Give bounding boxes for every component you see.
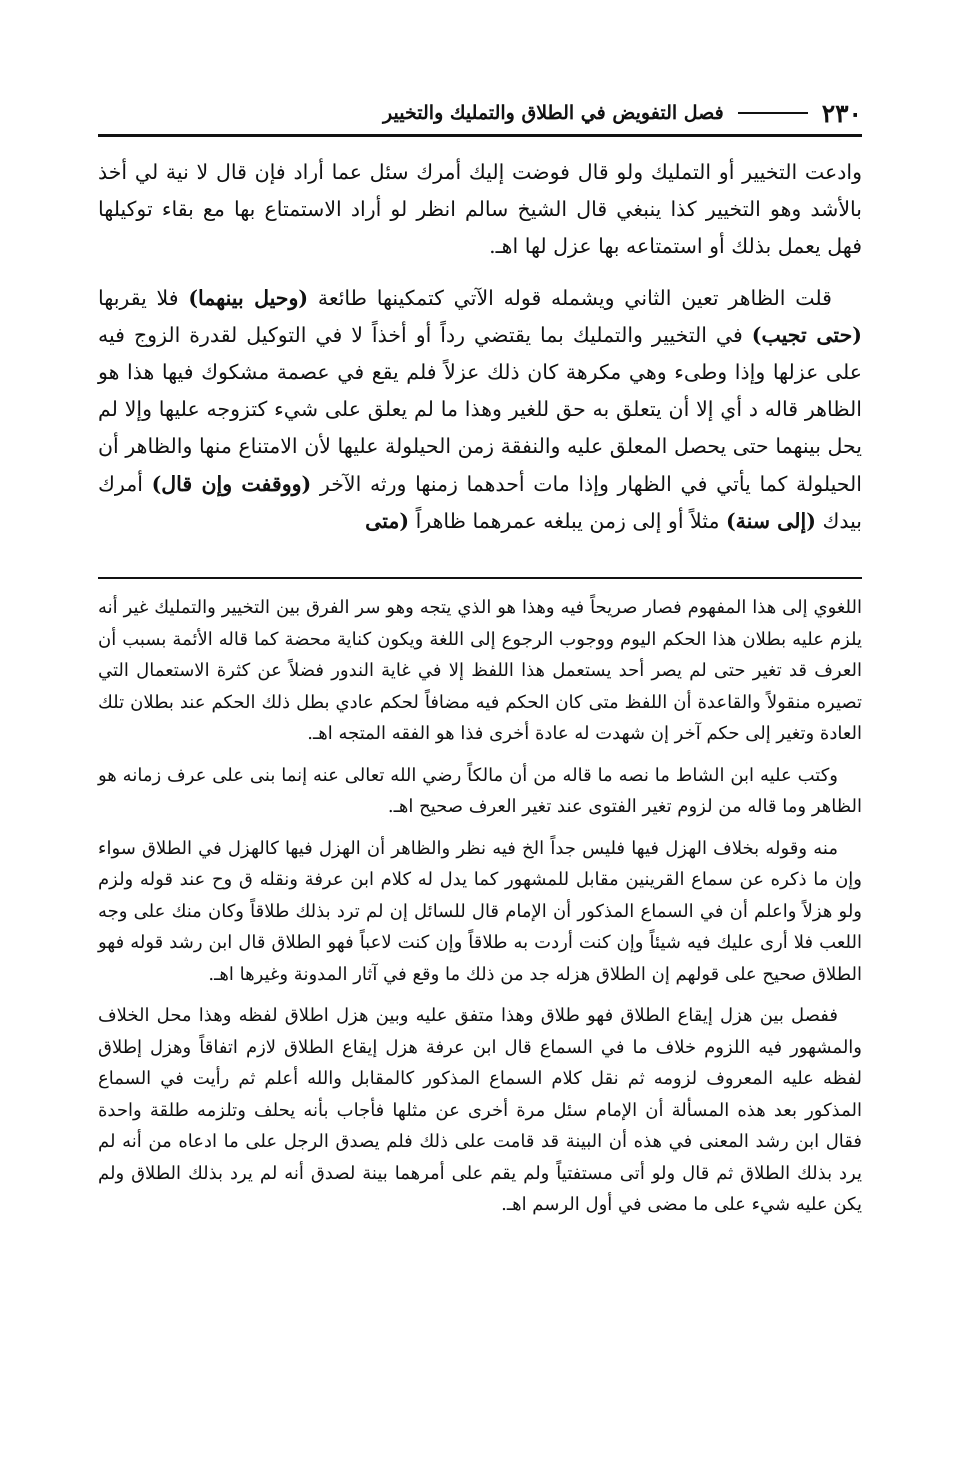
matn-quote: (إلى سنة): [725, 508, 816, 533]
main-paragraph-2: [98, 280, 862, 540]
matn-quote: (متى: [365, 508, 410, 533]
page-header: [98, 92, 862, 134]
running-title: فصل التفويض في الطلاق والتمليك والتخيير: [383, 102, 724, 124]
header-line: [738, 112, 808, 114]
text-segment: مثلاً أو إلى زمن يبلغه عمرهما ظاهراً: [415, 508, 720, 533]
note-paragraph-1: اللغوي إلى هذا المفهوم فصار صريحاً فيه وهذا هو الذي يتجه وهو سر الفرق بين التخيير والتمليك غير أنه يلزم عليه بطلان هذا الحكم اليوم ووجوب الرجوع إلى اللغة ويكون كناية محضة كما قاله الأئمة بسبب أن العرف قد تغير حتى لم يصر أحد يستعمل هذا اللفظ إلا في غاية الندور فضلاً عن كثرة الاستعمال التي تصيره منقولاً والقاعدة أن اللفظ متى كان الحكم فيه مضافاً لحكم عادي بطل ذلك الحكم عند بطلان تلك العادة وتغير إلى حكم آخر إن شهدت له عادة أخرى فذا هو الفقه المتجه اهـ.: [98, 597, 862, 744]
main-paragraph-1: وادعت التخيير أو التمليك ولو قال فوضت إليك أمرك سئل عما أراد فإن قال لا نية لي أخذ بالأشد وهو التخيير كذا ينبغي قال الشيخ سالم انظر لو أراد الاستمتاع بها مع بقاء توكيلها فهل يعمل بذلك أو استمتاعه بها عزل لها اهـ.: [98, 160, 862, 259]
note-paragraph-2: وكتب عليه ابن الشاط ما نصه ما قاله من أن مالكاً رضي الله تعالى عنه إنما بنى على عرف زمانه هو الظاهر وما قاله من لزوم تغير الفتوى عند تغير العرف صحيح اهـ.: [98, 764, 862, 817]
main-text: [98, 154, 862, 554]
note-paragraph-4: ففصل بين هزل إيقاع الطلاق فهو طلاق وهذا متفق عليه وبين هزل اطلاق لفظه وهذا محل الخلاف والمشهور فيه اللزوم خلاف ما في السماع قال ابن عرفة هزل إيقاع الطلاق لازم اتفاقاً وهزل إطلاق لفظه عليه المعروف لزومه ثم نقل كلام السماع المذكور كالمقابل والله أعلم ثم رأيت في السماع المذكور بعد هذه المسألة أن الإمام سئل مرة أخرى عن مثلها فأجاب بأنه يحلف وتلزمه طلقة واحدة فقال ابن رشد المعنى في هذه أن البينة قد قامت على ذلك فلم يصدق الرجل على ما ادعاه من أنه لم يرد بذلك الطلاق ثم قال ولو أتى مستفتياً ولم يقم على أمرهما بينة لصدق أنه لم يرد بذلك الطلاق ولم يكن عليه شيء على ما مضى في أول الرسم اهـ.: [98, 1005, 862, 1215]
header-rule: [98, 134, 862, 137]
matn-quote: (حتى تجيب): [751, 322, 862, 347]
matn-quote: (ووقفت وإن قال): [151, 471, 312, 496]
text-segment: فلا يقربها: [98, 285, 179, 310]
note-paragraph-3: منه وقوله بخلاف الهزل فيها فليس جداً الخ فيه نظر والظاهر أن الهزل فيها كالهزل في الطلاق سواء وإن ما ذكره عن سماع القرينين مقابل للمشهور كما يدل له كلام ابن عرفة ونقله ق وح عند قوله ولزم ولو هزلاً واعلم أن في السماع المذكور أن الإمام قال للسائل إن لم ترد بذلك طلاقاً وكان منك على وجه اللعب فلا أرى عليك فيه شيئاً وإن كنت أردت به طلاقاً وإن كنت لاعباً فهو الطلاق قال ابن رشد قوله فهو الطلاق صحيح على قولهم إن الطلاق هزله جد من ذلك ما وقع في آثار المدونة وغيرها اهـ.: [98, 837, 862, 985]
page-number: ٢٣٠: [821, 98, 862, 128]
margin-notes: [98, 592, 862, 1231]
matn-quote: (وحيل بينهما): [188, 285, 309, 310]
footnote-divider: [98, 577, 862, 579]
text-segment: قلت الظاهر تعين الثاني ويشمله قوله الآتي كتمكينها طائعة: [317, 285, 832, 310]
text-segment: في التخيير والتمليك بما يقتضي رداً أو أخذاً لا في التوكيل لقدرة الزوج فيه على عزلها وإذا وطىء وهي مكرهة كان ذلك عزلاً فلم يقع في عصمة مشكوك فيها هذا هو الظاهر قاله د أي إلا أن يتعلق به حق للغير وهذا ما لم يعلق على شيء كتزوجه عليها وإلا لم يحل بينهما حتى يحصل المعلق عليه والنفقة زمن الحيلولة عليها لأن الامتناع منها والظاهر أن الحيلولة كما يأتي في الظهار وإذا مات أحدهما زمنها ورثه الآخر: [98, 322, 862, 496]
text-segment: أمرك بيدك: [98, 471, 862, 533]
